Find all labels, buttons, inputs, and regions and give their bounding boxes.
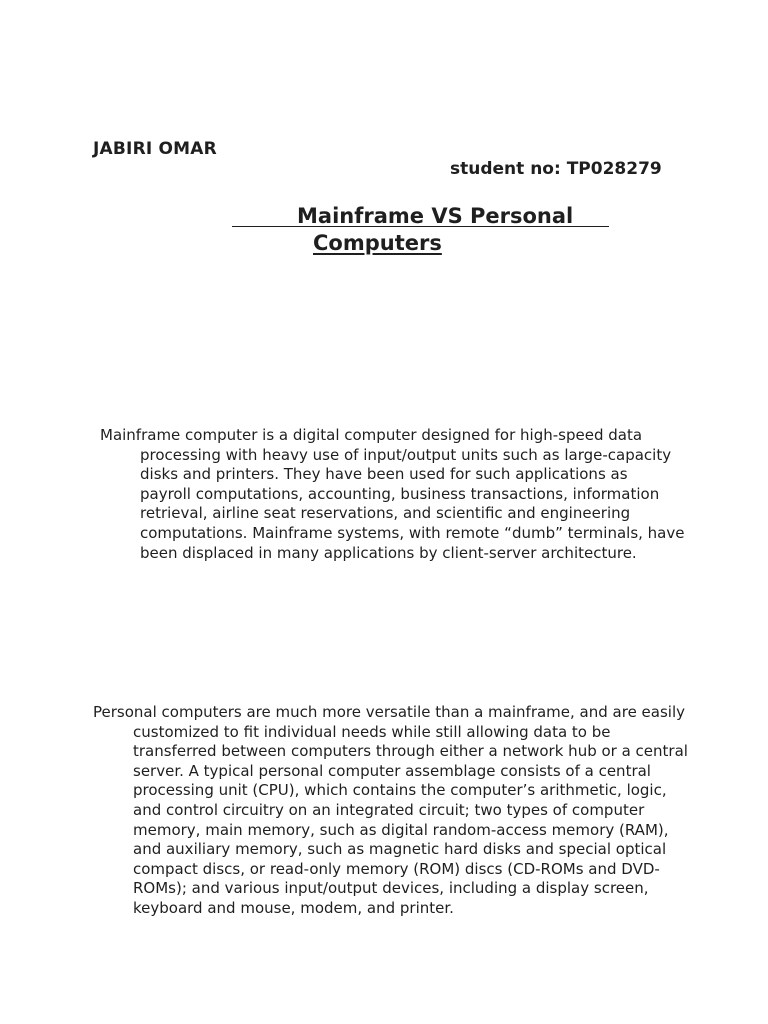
author-name: JABIRI OMAR [93,139,217,159]
student-number: student no: TP028279 [450,159,662,179]
paragraph-personal-computers: Personal computers are much more versatile than a mainframe, and are easily customized to fit individual needs while still allowing data to be transferred between computers through either a network hub or a central server. A typical personal computer assemblage consists of a central processing unit (CPU), which contains the computer’s arithmetic, logic, and control circuitry on an integrated circuit; two types of computer memory, main memory, such as digital random-access memory (RAM), and auxiliary memory, such as magnetic hard disks and special optical compact discs, or read-only memory (ROM) discs (CD-ROMs and DVD-ROMs); and various input/output devices, including a display screen, keyboard and mouse, modem, and printer. [93,703,688,917]
paragraph-mainframe: Mainframe computer is a digital computer designed for high-speed data processing with heavy use of input/output units such as large-capacity disks and printers. They have been used for such applications as payroll computations, accounting, business transactions, information retrieval, airline seat reservations, and scientific and engineering computations. Mainframe systems, with remote “dumb” terminals, have been displaced in many applications by client-server architecture. [100,426,690,562]
document-title-line-2: Computers [313,231,442,255]
document-title-line-1: Mainframe VS Personal [297,204,574,228]
